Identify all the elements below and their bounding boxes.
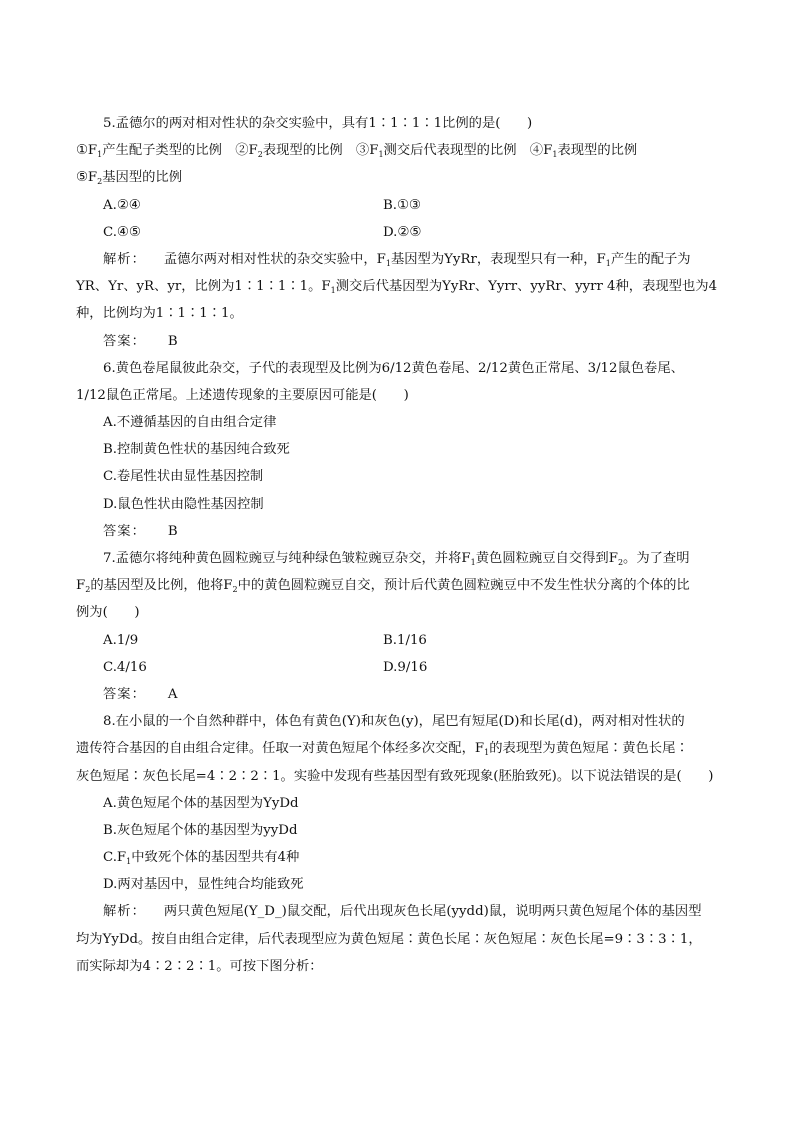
q7-stem-line2: $F_2$的基因型及比例，他将$F_2$中的黄色圆粒豌豆自交，预计后代黄色圆粒豌豆中不发生性状分离的个体的比 [76, 578, 690, 595]
q8-option-c: $C.F_1$中致死个体的基因型共有4种 [103, 850, 300, 867]
q6-answer-value: B [167, 523, 178, 539]
q7-options-row1 [76, 627, 720, 654]
q6-option-c: C.卷尾性状由显性基因控制 [103, 469, 264, 485]
q5-option-b: B.①③ [383, 197, 421, 213]
q6-stem-line1: 6.黄色卷尾鼠彼此杂交，子代的表现型及比例为6/12黄色卷尾、2/12黄色正常尾、3/12鼠色卷尾、 [103, 360, 684, 376]
q6-option-d: D.鼠色性状由隐性基因控制 [103, 496, 264, 512]
q7-option-c: C.4/16 [103, 659, 147, 675]
q5-analysis-line1: 解析： 孟德尔两对相对性状的杂交实验中，$F_1$基因型为YyRr，表现型只有一种，$F_1$产生的配子为 [103, 251, 691, 268]
q7-options-row2 [76, 654, 720, 681]
q5-answer-label: 答案： [103, 333, 146, 349]
q7-option-d: D.9/16 [383, 659, 428, 675]
q6-answer [76, 518, 720, 545]
q8-stem-line1: 8.在小鼠的一个自然种群中，体色有黄色(Y)和灰色(y)，尾巴有短尾(D)和长尾(d)，两对相对性状的 [103, 714, 685, 730]
q7-stem-line3: 例为( ) [76, 605, 140, 621]
q5-answer-value: B [167, 333, 178, 349]
q5-analysis-label: 解析： [103, 251, 146, 267]
q7-answer [76, 681, 720, 708]
q7-answer-label: 答案： [103, 686, 146, 702]
q8-analysis-line2: 均为YyDd。按自由组合定律，后代表现型应为黄色短尾∶黄色长尾∶灰色短尾∶灰色长尾=9∶3∶3∶1， [76, 931, 702, 947]
q7-answer-value: A [167, 686, 178, 702]
q8-analysis-line1: 解析： 两只黄色短尾(Y_D_)鼠交配，后代出现灰色长尾(yydd)鼠，说明两只黄色短尾个体的基因型 [103, 904, 702, 920]
q5-option-d: D.②⑤ [383, 224, 422, 240]
q7-stem-line1: 7.孟德尔将纯种黄色圆粒豌豆与纯种绿色皱粒豌豆杂交，并将$F_1$黄色圆粒豌豆自交得到$F_2$。为了查明 [103, 551, 690, 567]
q5-items-line1: $①F_1$产生配子类型的比例 $②F_2$表现型的比例 $③F_1$测交后代表现型的比例 $④F_1$表现型的比例 [76, 143, 638, 160]
q6-answer-label: 答案： [103, 523, 146, 539]
q7-option-b: B.1/16 [383, 632, 427, 648]
q5-analysis-line3: 种，比例均为1∶1∶1∶1。 [76, 306, 243, 322]
q8-stem-line3: 灰色短尾∶灰色长尾=4∶2∶2∶1。实验中发现有些基因型有致死现象(胚胎致死)。以下说法错误的是( ) [76, 768, 714, 784]
q7-option-a: A.1/9 [103, 632, 139, 648]
q6-option-b: B.控制黄色性状的基因纯合致死 [103, 442, 290, 458]
document-content [76, 110, 720, 980]
q6-option-a: A.不遵循基因的自由组合定律 [103, 415, 277, 431]
q5-option-a: A.②④ [103, 197, 141, 213]
q5-option-c: C.④⑤ [103, 224, 141, 240]
q8-analysis-line3: 而实际却为4∶2∶2∶1。可按下图分析： [76, 958, 323, 974]
q8-option-a: A.黄色短尾个体的基因型为YyDd [103, 795, 299, 811]
q8-analysis-label: 解析： [103, 904, 146, 920]
q6-stem-line2: 1/12鼠色正常尾。上述遗传现象的主要原因可能是( ) [76, 387, 409, 403]
q5-options-row2 [76, 219, 720, 246]
q5-items-line2: $⑤F_2$基因型的比例 [76, 170, 183, 187]
q8-option-b: B.灰色短尾个体的基因型为yyDd [103, 822, 298, 838]
q5-analysis-line2: YR、Yr、yR、yr，比例为1∶1∶1∶1。$F_1$测交后代基因型为YyRr、Yyrr、yyRr、yyrr 4种，表现型也为4 [76, 279, 718, 296]
q8-stem-line2: 遗传符合基因的自由组合定律。任取一对黄色短尾个体经多次交配，$F_1$的表现型为黄色短尾∶黄色长尾∶ [76, 741, 689, 758]
q5-options-row1 [76, 192, 720, 219]
q5-answer [76, 328, 720, 355]
q5-stem: 5.孟德尔的两对相对性状的杂交实验中，具有1∶1∶1∶1比例的是( ) [103, 116, 533, 131]
q8-option-d: D.两对基因中，显性纯合均能致死 [103, 877, 304, 893]
